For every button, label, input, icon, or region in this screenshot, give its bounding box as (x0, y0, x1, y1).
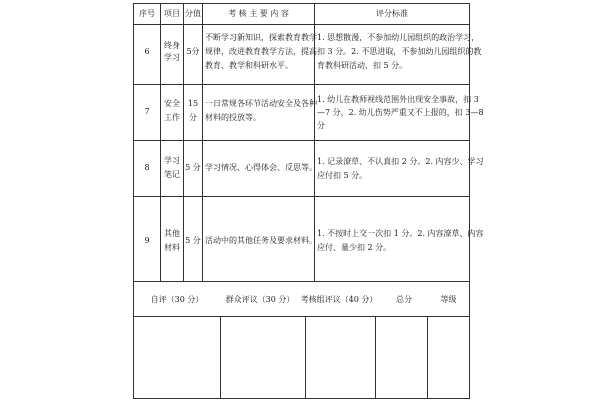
row-item-line: 材料 (164, 243, 180, 252)
row-content-line: 学习情况、心得体会、反思等。 (205, 163, 317, 172)
row-score: 分 (189, 113, 197, 122)
row-criteria-line: 1. 思想散漫，不参加幼儿园组织的政治学习， (317, 33, 480, 42)
row-content-line: 活动中的其他任务及要求材料。 (205, 236, 317, 245)
header-criteria: 评分标准 (376, 9, 408, 18)
rule-bottom (133, 398, 470, 399)
row-item-line: 安全 (164, 99, 180, 108)
row-item-line: 学习 (164, 156, 180, 165)
row-content-line: 一日常规各环节活动安全及各种 (205, 99, 317, 108)
public-eval-cell[interactable] (221, 317, 305, 398)
footer-grade: 等级 (440, 295, 457, 304)
self-eval-cell[interactable] (134, 317, 220, 398)
row-criteria-line: 应付扣 5 分。 (317, 171, 368, 180)
header-score: 分值 (185, 9, 201, 18)
footer-self-eval: 自评（30 分） (150, 295, 204, 304)
header-item: 项目 (164, 9, 180, 18)
row-no: 7 (144, 107, 150, 116)
row-no: 8 (144, 163, 150, 172)
grade-cell[interactable] (428, 317, 469, 398)
row-score: 5 分 (185, 163, 201, 172)
rule-right (469, 3, 470, 399)
row-item-line: 工作 (164, 113, 180, 122)
row-score: 15 (187, 99, 199, 108)
row-content-line: 教育、教学和科研水平。 (205, 61, 293, 70)
row-no: 9 (144, 236, 150, 245)
row-score: 5分 (186, 47, 200, 56)
group-eval-cell[interactable] (306, 317, 375, 398)
footer-group-eval: 考核组评议（40 分） (300, 295, 378, 304)
footer-total: 总分 (396, 295, 412, 304)
row-criteria-line: 育教科研活动，扣 5 分。 (317, 61, 408, 70)
row-criteria-line: —7 分，2. 幼儿伤势严重又不上报的，扣 3—8 (317, 108, 484, 117)
row-no: 6 (144, 47, 150, 56)
row-criteria-line: 1. 幼儿在教师视线范围外出现安全事故，扣 3 (317, 95, 479, 104)
footer-public-eval: 群众评议（30 分） (225, 295, 295, 304)
row-item-line: 学习 (164, 53, 180, 62)
header-no: 序号 (139, 9, 155, 18)
row-criteria-line: 应付、量少扣 2 分。 (317, 243, 392, 252)
row-criteria-line: 分 (317, 121, 325, 130)
row-content-line: 材料的投放等。 (205, 113, 261, 122)
header-content: 考 核 主 要 内 容 (228, 9, 289, 18)
row-content-line: 规律，改进教育教学方法，提高 (205, 47, 317, 56)
row-item-line: 笔记 (164, 170, 180, 179)
row-content-line: 不断学习新知识，探索教育教学 (205, 33, 317, 42)
row-criteria-line: 1. 不按时上交一次扣 1 分。2. 内容潦草、内容 (317, 229, 484, 238)
row-item-line: 其他 (164, 229, 180, 238)
row-criteria-line: 1. 记录潦草、不认真扣 2 分。2. 内容少、学习 (317, 157, 484, 166)
row-criteria-line: 扣 3 分。2. 不思进取，不参加幼儿园组织的教 (317, 47, 482, 56)
total-cell[interactable] (376, 317, 427, 398)
row-score: 5 分 (185, 236, 201, 245)
row-item-line: 终身 (164, 41, 180, 50)
